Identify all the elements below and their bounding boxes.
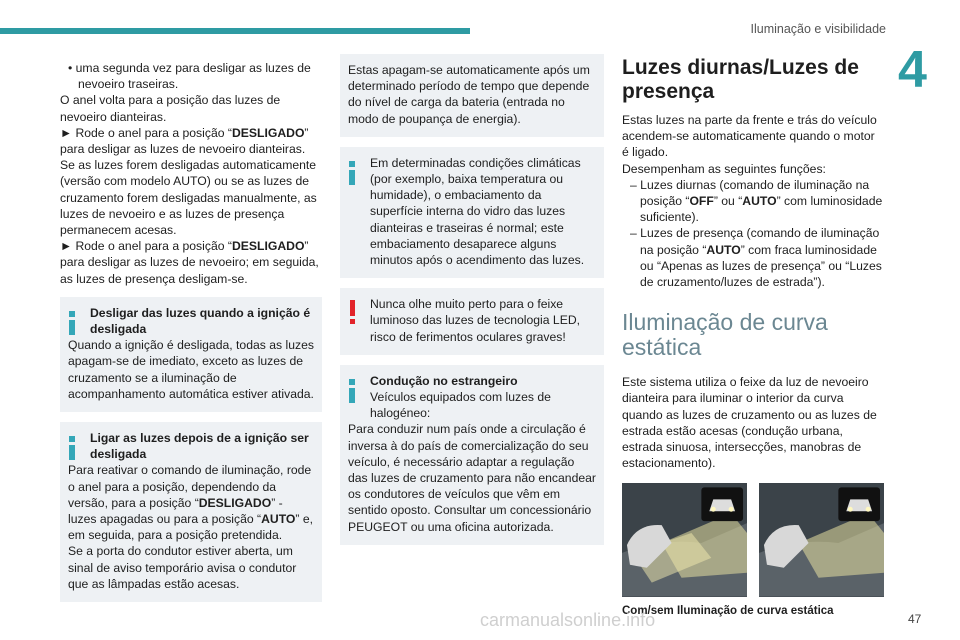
- paragraph: Estas luzes na parte da frente e trás do veículo acendem-se automaticamente quando o motor é ligado.: [622, 113, 877, 160]
- paragraph: Este sistema utiliza o feixe da luz de nevoeiro dianteira para iluminar o interior da curva quando as luzes de cruzamento ou as luzes de estrada estão acesas (condução urbana, estrada sinuosa, intersecções, manobras de estacionamento).: [622, 375, 877, 471]
- bullet-fog-rear: • uma segunda vez para desligar as luzes de nevoeiro traseiras.: [68, 61, 311, 92]
- info-box-title: Ligar as luzes depois de a ignição ser desligada: [90, 431, 309, 462]
- header-accent-bar: [0, 28, 470, 34]
- illustrations: [622, 483, 884, 597]
- column-3: [622, 54, 884, 620]
- warning-icon: [348, 300, 356, 324]
- info-icon: [348, 379, 356, 403]
- info-box-abroad: [340, 365, 604, 545]
- info-box-text: Quando a ignição é desligada, todas as luzes apagam-se de imediato, exceto as luzes de cruzamento se a iluminação de acompanhamento automática estiver ativada.: [68, 338, 314, 401]
- info-icon: [68, 436, 76, 460]
- info-box-title: Condução no estrangeiro: [370, 373, 518, 388]
- warning-text: Nunca olhe muito perto para o feixe luminoso das luzes de tecnologia LED, risco de ferimentos oculares graves!: [370, 297, 581, 344]
- figure-caption: Com/sem Iluminação de curva estática: [622, 605, 834, 618]
- illustration-with-cornering: [622, 483, 747, 597]
- column-1: [60, 60, 322, 612]
- paragraph: O anel volta para a posição das luzes de nevoeiro dianteiras.: [60, 93, 281, 124]
- info-icon: [68, 311, 76, 335]
- illustration-without-cornering: [759, 483, 884, 597]
- info-box-lights-on: [60, 422, 322, 602]
- page-number: 47: [908, 612, 922, 626]
- heading-cornering-light: Iluminação de curva estática: [622, 309, 828, 361]
- info-box-lights-off: [60, 297, 322, 412]
- info-box-title: Desligar das luzes quando a ignição é desligada: [90, 305, 311, 337]
- info-box-text: Se a porta do condutor estiver aberta, um sinal de aviso temporário avisa o condutor que as lâmpadas estão acesas.: [68, 544, 297, 591]
- info-icon: [348, 161, 356, 185]
- heading-daytime-lights: Luzes diurnas/Luzes de presença: [622, 56, 859, 103]
- paragraph: Desempenham as seguintes funções:: [622, 161, 826, 176]
- instruction: ► Rode o anel para a posição “DESLIGADO” para desligar as luzes de nevoeiro; em seguida, as luzes de presença desligam-se.: [60, 239, 319, 286]
- info-box-condensation: [340, 147, 604, 278]
- note-box-auto-off: [340, 54, 604, 137]
- instruction: ► Rode o anel para a posição “DESLIGADO” para desligar as luzes de nevoeiro dianteiras.: [60, 125, 309, 157]
- info-box-text: Para reativar o comando de iluminação, rode o anel para a posição, dependendo da versão, para a posição “DESLIGADO” - luzes apagadas ou para a posição “AUTO” e, em seguida, para a posição pretendida.: [68, 463, 314, 543]
- info-box-text: Veículos equipados com luzes de halogéneo:: [370, 390, 551, 421]
- column-2: [340, 54, 604, 555]
- note-text: Estas apagam-se automaticamente após um determinado período de tempo que depende do nível de carga da bateria (entrada no modo de poupança de energia).: [348, 63, 590, 126]
- list-item: – Luzes de presença (comando de iluminação na posição “AUTO” com fraca luminosidade ou “Apenas as luzes de presença” ou “Luzes de cruzamento/luzes de estrada”).: [630, 226, 882, 290]
- info-box-text: Em determinadas condições climáticas (por exemplo, baixa temperatura ou humidade), o embaciamento da superfície interna do vidro das luzes dianteiras e traseiras é normal; este embaciamento desaparece alguns minutos após o acendimento das luzes.: [370, 155, 585, 268]
- warning-box-led: [340, 288, 604, 355]
- list-item: – Luzes diurnas (comando de iluminação na posição “OFF” ou “AUTO” com luminosidade suficiente).: [630, 177, 883, 225]
- paragraph: Se as luzes forem desligadas automaticamente (versão com modelo AUTO) ou se as luzes de cruzamento forem desligadas manualmente, as luzes de nevoeiro e as luzes de presença permanecem acesas.: [60, 158, 317, 238]
- chapter-number: 4: [898, 41, 927, 99]
- section-title: Iluminação e visibilidade: [750, 22, 886, 36]
- info-box-text: Para conduzir num país onde a circulação é inversa à do país de comercialização do seu veículo, é necessário adaptar a regulação das luzes de cruzamento para não encandear os condutores de veículos que vêm em sentido oposto. Consultar um concessionário PEUGEOT ou uma oficina autorizada.: [348, 422, 596, 534]
- watermark: carmanualsonline.info: [480, 610, 656, 630]
